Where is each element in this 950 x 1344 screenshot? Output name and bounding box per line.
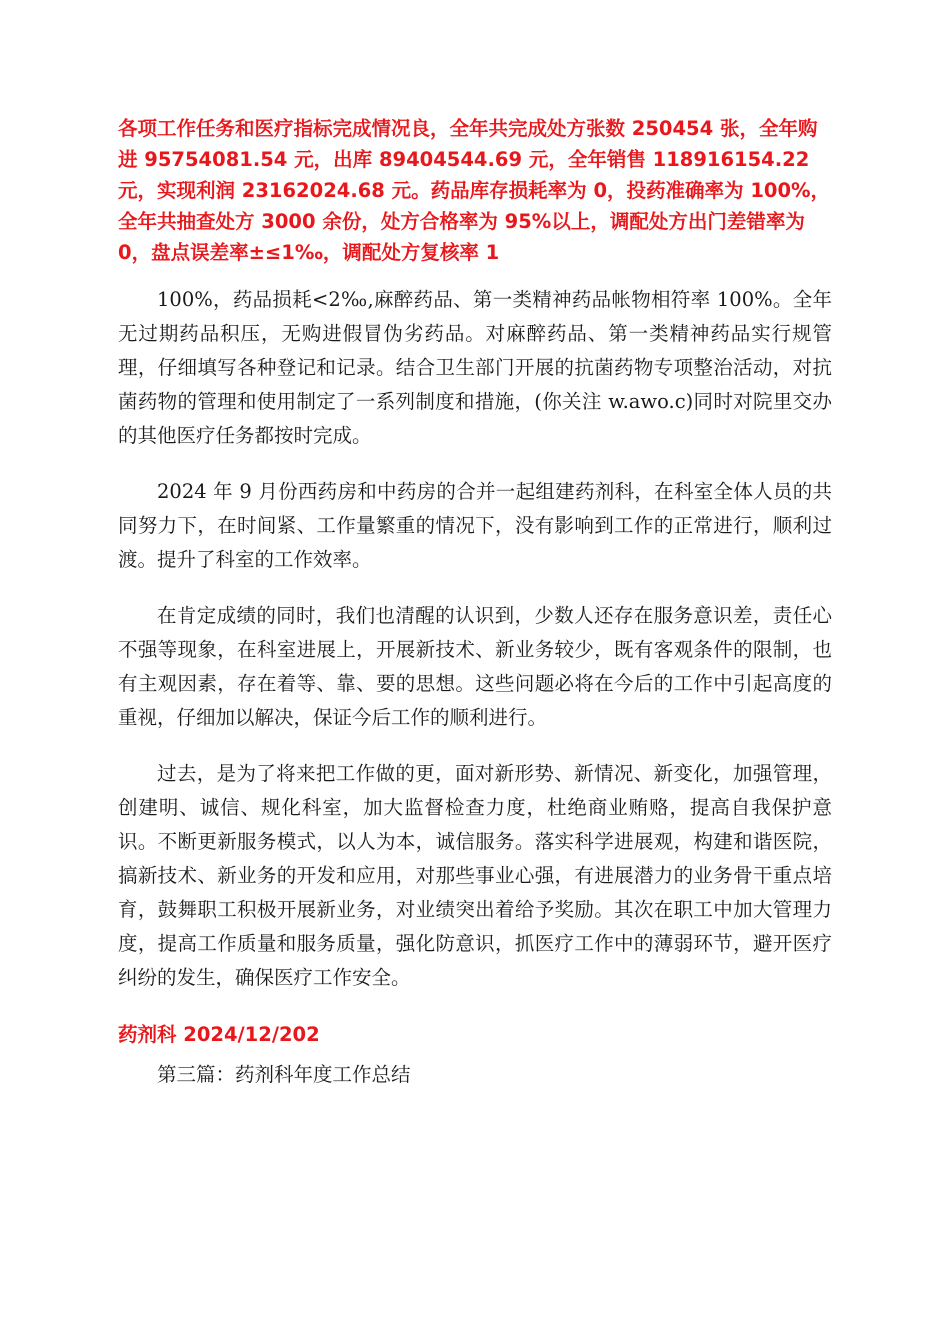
paragraph-merger: 2024 年 9 月份西药房和中药房的合并一起组建药剂科，在科室全体人员的共同努力下，在时间紧、工作量繁重的情况下，没有影响到工作的正常进行，顺利过渡。提升了科室的工作效率。 [118,480,832,571]
next-section-title: 第三篇：药剂科年度工作总结 [157,1063,411,1086]
paragraph-plans: 过去，是为了将来把工作做的更，面对新形势、新情况、新变化，加强管理，创建明、诚信、规化科室，加大监督检查力度，杜绝商业贿赂，提高自我保护意识。不断更新服务模式，以人为本，诚信服务。落实科学进展观，构建和谐医院，搞新技术、新业务的开发和应用，对那些事业心强，有进展潜力的业务骨干重点培育，鼓舞职工积极开展新业务，对业绩突出着给予奖励。其次在职工中加大管理力度，提高工作质量和服务质量，强化防意识，抓医疗工作中的薄弱环节，避开医疗纠纷的发生，确保医疗工作安全。 [118,762,832,989]
highlight-summary: 各项工作任务和医疗指标完成情况良，全年共完成处方张数 250454 张，全年购进 95754081.54 元，出库 89404544.69 元，全年销售 118916154.22 元，实现利润 23162024.68 元。药品库存损耗率为 0，投药准确率为 100%，全年共抽查处方 3000 余份，处方合格率为 95%以上，调配处方出门差错率为 0，盘点误差率±≤1‰，调配处方复核率 1 [118,117,831,264]
paragraph-problems: 在肯定成绩的同时，我们也清醒的认识到，少数人还存在服务意识差，责任心不强等现象，在科室进展上，开展新技术、新业务较少，既有客观条件的限制，也有主观因素，存在着等、靠、要的思想。这些问题必将在今后的工作中引起高度的重视，仔细加以解决，保证今后工作的顺利进行。 [118,604,832,729]
signature-date: 药剂科 2024/12/202 [118,1023,320,1046]
paragraph-statistics: 100%，药品损耗<2‰,麻醉药品、第一类精神药品帐物相符率 100%。全年无过期药品积压，无购进假冒伪劣药品。对麻醉药品、第一类精神药品实行规管理，仔细填写各种登记和记录。结合卫生部门开展的抗菌药物专项整治活动，对抗菌药物的管理和使用制定了一系列制度和措施，(你关注 w.awo.c)同时对院里交办的其他医疗任务都按时完成。 [118,288,832,447]
